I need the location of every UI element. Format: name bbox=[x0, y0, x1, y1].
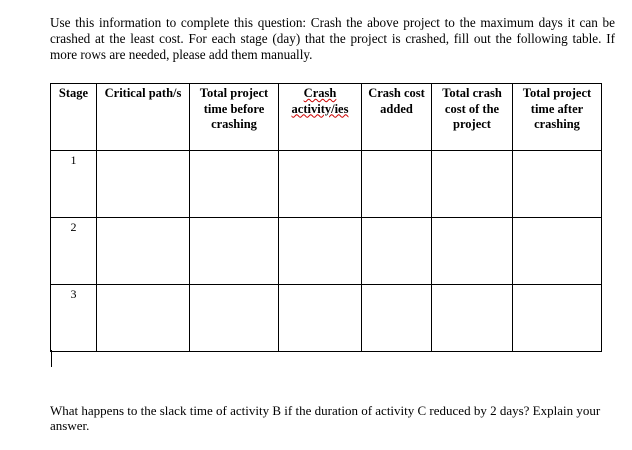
table-cell[interactable] bbox=[432, 285, 513, 352]
table-cell[interactable] bbox=[97, 285, 190, 352]
header-crash-activities bbox=[279, 84, 362, 151]
table-cell[interactable] bbox=[279, 218, 362, 285]
header-stage: Stage bbox=[51, 84, 97, 151]
table-cell[interactable] bbox=[513, 151, 602, 218]
instructions-text: Use this information to complete this question: Crash the above project to the maximum days it can be crashed at the least cost. For each stage (day) that the project is crashed, fill out the following table. If more rows are needed, please add them manually. bbox=[50, 15, 615, 62]
question-text: What happens to the slack time of activity B if the duration of activity C reduced by 2 days? Explain your answer. bbox=[50, 403, 601, 433]
header-total-time-before: Total project time before crashing bbox=[190, 84, 279, 151]
table-cell[interactable] bbox=[279, 151, 362, 218]
table-cell[interactable] bbox=[432, 218, 513, 285]
text-cursor bbox=[51, 350, 52, 367]
crash-table bbox=[50, 83, 602, 352]
table-row bbox=[51, 151, 602, 218]
table-cell[interactable] bbox=[97, 218, 190, 285]
table-cell[interactable] bbox=[362, 151, 432, 218]
table-cell[interactable] bbox=[362, 285, 432, 352]
table-row bbox=[51, 218, 602, 285]
stage-cell: 1 bbox=[51, 151, 97, 218]
table-cell[interactable] bbox=[513, 218, 602, 285]
table-cell[interactable] bbox=[432, 151, 513, 218]
header-critical-path: Critical path/s bbox=[97, 84, 190, 151]
table-header-row bbox=[51, 84, 602, 151]
table-row bbox=[51, 285, 602, 352]
table-cell[interactable] bbox=[97, 151, 190, 218]
header-crash-cost-added: Crash cost added bbox=[362, 84, 432, 151]
stage-cell: 2 bbox=[51, 218, 97, 285]
header-total-crash-cost: Total crash cost of the project bbox=[432, 84, 513, 151]
table-cell[interactable] bbox=[190, 218, 279, 285]
table-cell[interactable] bbox=[362, 218, 432, 285]
header-total-time-after: Total project time after crashing bbox=[513, 84, 602, 151]
table-cell[interactable] bbox=[190, 285, 279, 352]
table-cell[interactable] bbox=[190, 151, 279, 218]
stage-cell: 3 bbox=[51, 285, 97, 352]
header-crash-activities-label: Crash activity/ies bbox=[291, 86, 349, 116]
table-cell[interactable] bbox=[279, 285, 362, 352]
table-cell[interactable] bbox=[513, 285, 602, 352]
